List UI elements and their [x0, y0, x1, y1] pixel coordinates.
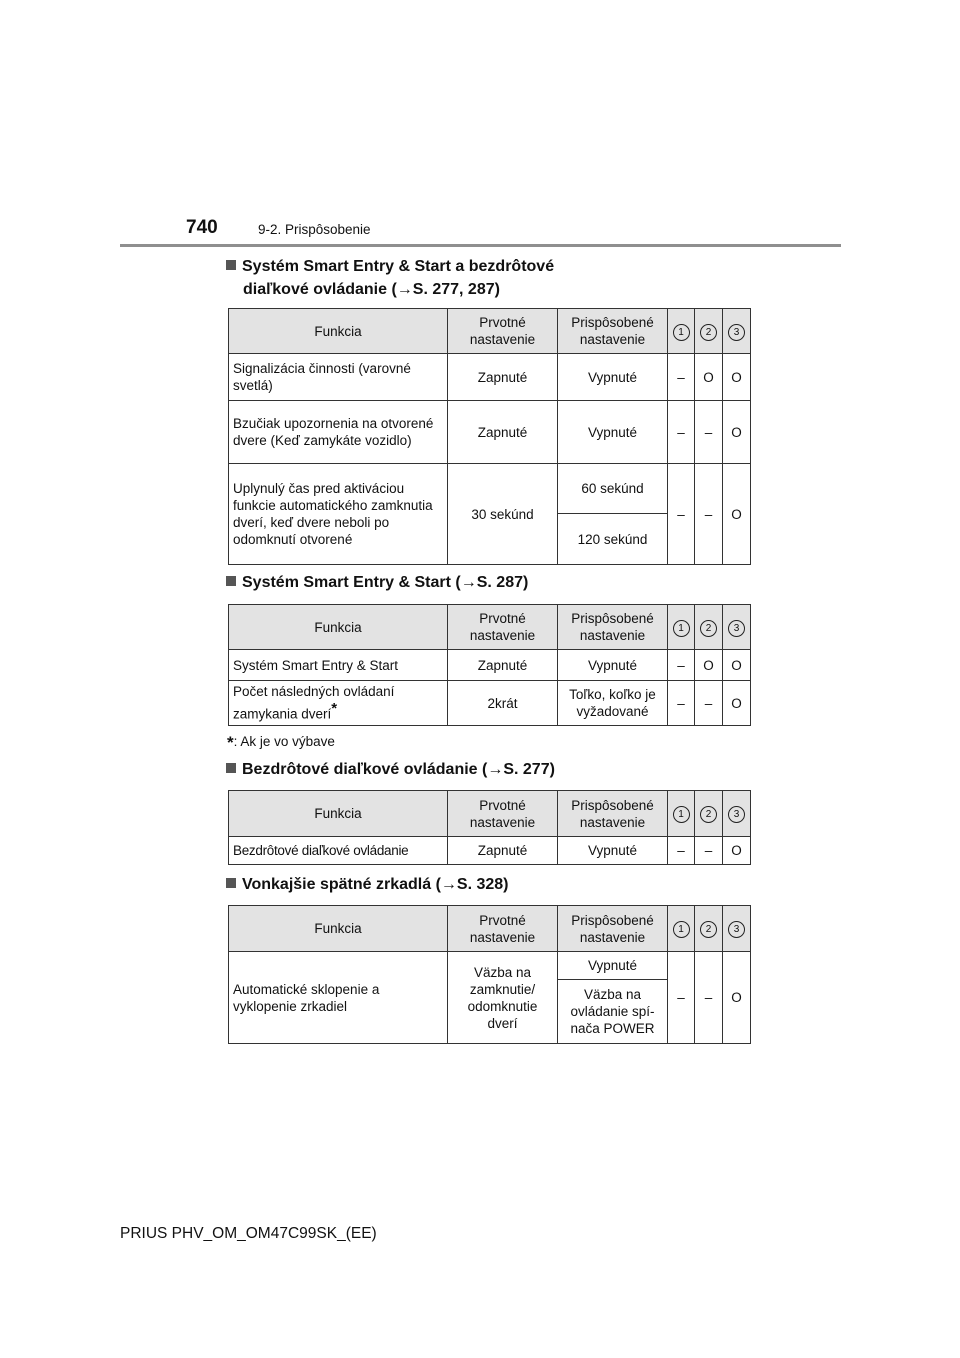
level-1-cell: –: [668, 650, 695, 681]
number-3-circle: 3: [728, 620, 745, 637]
square-bullet-icon: [226, 260, 236, 270]
level-2-cell: –: [695, 952, 723, 1044]
col-header-default: Prvotné nastavenie: [448, 791, 558, 837]
table-row: [229, 837, 751, 865]
table-header-row: [229, 605, 751, 650]
section-title-outside-mirrors: Vonkajšie spätné zrkadlá (→S. 328): [226, 873, 508, 896]
section-breadcrumb: 9-2. Prispôsobenie: [258, 222, 371, 237]
number-2-circle: 2: [700, 324, 717, 341]
col-header-function: Funkcia: [229, 791, 448, 837]
level-2-cell: O: [695, 650, 723, 681]
header-divider: [120, 244, 841, 247]
number-2-circle: 2: [700, 620, 717, 637]
custom-cell: 120 sekúnd: [558, 514, 668, 565]
table-smart-entry: [228, 604, 751, 726]
section-title-smart-entry: Systém Smart Entry & Start (→S. 287): [226, 571, 528, 594]
level-1-cell: –: [668, 401, 695, 464]
table-row: [229, 464, 751, 514]
number-3-circle: 3: [728, 806, 745, 823]
level-3-cell: O: [723, 952, 751, 1044]
level-3-cell: O: [723, 464, 751, 565]
col-header-default: Prvotné nastavenie: [448, 605, 558, 650]
custom-cell: 60 sekúnd: [558, 464, 668, 514]
table-row: [229, 681, 751, 726]
default-cell: Zapnuté: [448, 354, 558, 401]
col-header-default: Prvotné nastavenie: [448, 309, 558, 354]
level-1-cell: –: [668, 837, 695, 865]
function-cell: Bezdrôtové diaľkové ovládanie: [229, 837, 448, 865]
col-header-function: Funkcia: [229, 309, 448, 354]
level-2-cell: –: [695, 401, 723, 464]
custom-cell: Vypnuté: [558, 650, 668, 681]
col-header-custom: Prispôsobené nastavenie: [558, 605, 668, 650]
level-2-cell: –: [695, 464, 723, 565]
level-1-cell: –: [668, 464, 695, 565]
col-header-custom: Prispôsobené nastavenie: [558, 906, 668, 952]
default-cell: 2krát: [448, 681, 558, 726]
table-outside-mirrors: [228, 905, 751, 1044]
custom-cell: Vypnuté: [558, 837, 668, 865]
default-cell: Zapnuté: [448, 401, 558, 464]
number-2-circle: 2: [700, 921, 717, 938]
number-2-circle: 2: [700, 806, 717, 823]
level-3-cell: O: [723, 354, 751, 401]
col-header-function: Funkcia: [229, 605, 448, 650]
level-2-cell: O: [695, 354, 723, 401]
table-wireless-remote: [228, 790, 751, 865]
col-header-function: Funkcia: [229, 906, 448, 952]
level-1-cell: –: [668, 681, 695, 726]
level-2-cell: –: [695, 837, 723, 865]
number-1-circle: 1: [673, 806, 690, 823]
table-row: [229, 354, 751, 401]
section-title-wireless-remote: Bezdrôtové diaľkové ovládanie (→S. 277): [226, 758, 555, 781]
table-smart-entry-wireless: [228, 308, 751, 565]
level-1-cell: –: [668, 354, 695, 401]
col-header-custom: Prispôsobené nastavenie: [558, 791, 668, 837]
function-cell: Uplynulý čas pred aktiváciou funkcie automatického zamknutia dverí, keď dvere neboli po odomknutí otvorené: [229, 464, 448, 565]
section-title-smart-entry-wireless: Systém Smart Entry & Start a bezdrôtové diaľkové ovládanie (→S. 277, 287): [226, 255, 554, 301]
level-3-cell: O: [723, 681, 751, 726]
custom-cell: Vypnuté: [558, 401, 668, 464]
page-number: 740: [186, 217, 218, 238]
function-cell: Počet následných ovládaní zamykania dverí*: [229, 681, 448, 726]
level-3-cell: O: [723, 650, 751, 681]
table-header-row: [229, 906, 751, 952]
table-header-row: [229, 791, 751, 837]
custom-cell: Vypnuté: [558, 952, 668, 980]
square-bullet-icon: [226, 763, 236, 773]
custom-cell: Väzba na ovládanie spí- nača POWER: [558, 980, 668, 1044]
default-cell: Zapnuté: [448, 650, 558, 681]
number-3-circle: 3: [728, 324, 745, 341]
table-header-row: [229, 309, 751, 354]
table-row: [229, 401, 751, 464]
custom-cell: Vypnuté: [558, 354, 668, 401]
table-row: [229, 952, 751, 980]
function-cell: Systém Smart Entry & Start: [229, 650, 448, 681]
col-header-default: Prvotné nastavenie: [448, 906, 558, 952]
default-cell: 30 sekúnd: [448, 464, 558, 565]
custom-cell: Toľko, koľko je vyžadované: [558, 681, 668, 726]
square-bullet-icon: [226, 878, 236, 888]
level-3-cell: O: [723, 401, 751, 464]
level-2-cell: –: [695, 681, 723, 726]
square-bullet-icon: [226, 576, 236, 586]
function-cell: Signalizácia činnosti (varovné svetlá): [229, 354, 448, 401]
table-row: [229, 650, 751, 681]
level-1-cell: –: [668, 952, 695, 1044]
col-header-custom: Prispôsobené nastavenie: [558, 309, 668, 354]
footnote: *: Ak je vo výbave: [227, 733, 335, 752]
default-cell: Zapnuté: [448, 837, 558, 865]
number-1-circle: 1: [673, 620, 690, 637]
default-cell: Väzba na zamknutie/ odomknutie dverí: [448, 952, 558, 1044]
level-3-cell: O: [723, 837, 751, 865]
footer-model-code: PRIUS PHV_OM_OM47C99SK_(EE): [120, 1225, 377, 1242]
number-1-circle: 1: [673, 921, 690, 938]
number-1-circle: 1: [673, 324, 690, 341]
function-cell: Automatické sklopenie a vyklopenie zrkadiel: [229, 952, 448, 1044]
function-cell: Bzučiak upozornenia na otvorené dvere (Keď zamykáte vozidlo): [229, 401, 448, 464]
footnote-mark: *: [331, 700, 338, 718]
number-3-circle: 3: [728, 921, 745, 938]
